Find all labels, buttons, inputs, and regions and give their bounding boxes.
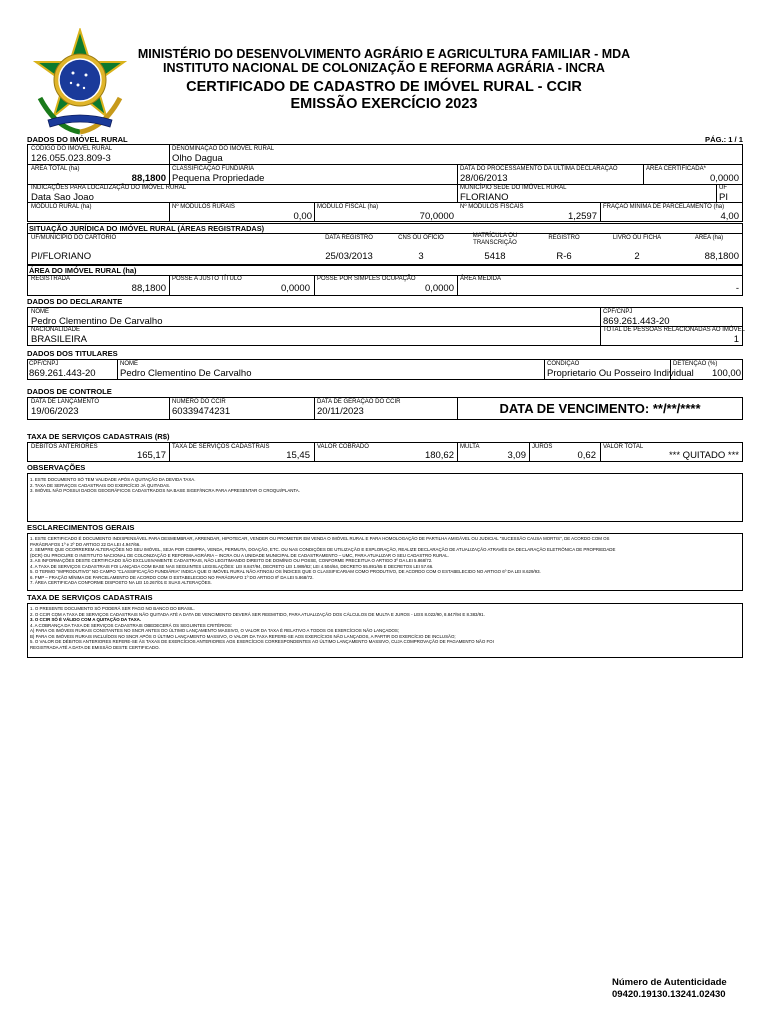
esclarecimento-line: 7. ÁREA CERTIFICADA CONFORME DISPOSTO NA LEI 10.267/01 E SUAS ALTERAÇÕES. <box>30 580 212 585</box>
area-imovel-title: ÁREA DO IMÓVEL RURAL (ha) <box>29 266 137 275</box>
section-title-esclarecimentos: ESCLARECIMENTOS GERAIS <box>27 523 135 532</box>
taxa-servicos-label: TAXA DE SERVIÇOS CADASTRAIS <box>172 444 270 450</box>
total-pessoas-label: TOTAL DE PESSOAS RELACIONADAS AO IMÓVEL <box>603 327 745 333</box>
esclarecimento-line: 5. O TERMO "IMPRODUTIVO" NO CAMPO "CLASSIFICAÇÃO FUNDIÁRIA" INDICA QUE O IMÓVEL RURAL NÃO ATINGIU OS ÍNDICES QUE O CLASSIFICARIAM COMO PRODUTIVO, DE ACORDO COM O ESTABELECIDO NO ARTIGO 6º DA LEI 8.629/93. <box>30 569 541 574</box>
multa-label: MULTA <box>460 444 480 450</box>
posse-justo-titulo-label: POSSE A JUSTO TÍTULO <box>172 276 242 282</box>
section-title-taxa-info: TAXA DE SERVIÇOS CADASTRAIS <box>27 593 153 602</box>
area-imovel-box <box>27 265 743 296</box>
autenticidade-value: 09420.19130.13241.02430 <box>612 989 726 1000</box>
data-processamento-label: DATA DO PROCESSAMENTO DA ÚLTIMA DECLARAÇÃO <box>460 166 618 172</box>
uf-label: UF <box>719 185 727 191</box>
data-lancamento-value: 19/06/2023 <box>31 406 79 417</box>
situacao-matricula-value: 5418 <box>484 251 506 262</box>
situacao-area-value: 88,1800 <box>704 251 739 262</box>
emission-year-title: EMISSÃO EXERCÍCIO 2023 <box>290 96 478 112</box>
area-certificada-label: ÁREA CERTIFICADA* <box>646 166 706 172</box>
situacao-col-registro: REGISTRO <box>548 235 580 241</box>
institute-title: INSTITUTO NACIONAL DE COLONIZAÇÃO E REFORMA AGRÁRIA - INCRA <box>163 61 605 75</box>
observacao-line: 2. TAXA DE SERVIÇOS CADASTRAIS DO EXERCÍCIO JÁ QUITADAS. <box>30 482 171 488</box>
modulo-fiscal-value: 70,0000 <box>419 211 454 222</box>
titular-condicao-label: CONDIÇÃO <box>547 361 580 367</box>
section-title-taxa: TAXA DE SERVIÇOS CADASTRAIS (R$) <box>27 432 170 441</box>
section-title-titulares: DADOS DOS TITULARES <box>27 349 118 358</box>
situacao-col-cartorio: UF/MUNICÍPIO DO CARTÓRIO <box>31 235 117 241</box>
taxa-info-line: 3. O CCIR SÓ É VÁLIDO COM A QUITAÇÃO DA TAXA. <box>30 617 142 622</box>
classificacao-value: Pequena Propriedade <box>172 173 265 184</box>
area-total-value: 88,1800 <box>131 173 166 184</box>
esclarecimento-line: 3. AS INFORMAÇÕES DESTE CERTIFICADO SÃO EXCLUSIVAMENTE CADASTRAIS, NÃO LEGITIMANDO DIREITO DE DOMÍNIO OU POSSE, CONFORME PRECEITUA O ARTIGO 3º DA LEI 5.868/72. <box>30 558 433 563</box>
registrada-value: 88,1800 <box>131 283 166 294</box>
situacao-col-cns: CNS OU OFÍCIO <box>398 235 444 241</box>
data-lancamento-label: DATA DE LANÇAMENTO <box>31 399 100 405</box>
situacao-col-area: ÁREA (ha) <box>694 235 724 241</box>
num-modulos-fiscais-value: 1,2597 <box>567 211 597 222</box>
esclarecimento-line: PARÁGRAFOS 1º e 2º DO ARTIGO 22 DA LEI 4.947/66. <box>30 541 141 547</box>
posse-simples-label: POSSE POR SIMPLES OCUPAÇÃO <box>317 276 416 282</box>
declarante-nome-label: NOME <box>31 309 49 315</box>
nacionalidade-label: NACIONALIDADE <box>31 327 81 333</box>
situacao-data-registro-value: 25/03/2013 <box>325 251 373 262</box>
esclarecimento-line: 1. ESTE CERTIFICADO É DOCUMENTO INDISPENSÁVEL PARA DESMEMBRAR, ARRENDAR, HIPOTECAR, VENDER OU PROMETER EM VENDA O IMÓVEL RURAL E PARA HOMOLOGAÇÃO DE PARTILHA AMIGÁVEL OU JUDICIAL "SUCESSÃO CAUSA MORTIS", DE ACORDO COM OS <box>30 536 610 541</box>
fracao-minima-value: 4,00 <box>720 211 739 222</box>
codigo-value: 126.055.023.809-3 <box>31 153 111 164</box>
posse-simples-value: 0,0000 <box>424 283 454 294</box>
total-pessoas-value: 1 <box>733 334 739 345</box>
data-processamento-value: 28/06/2013 <box>460 173 508 184</box>
indicacoes-label: INDICAÇÕES PARA LOCALIZAÇÃO DO IMÓVEL RURAL <box>31 185 187 191</box>
taxa-info-line: B) PARA OS IMÓVEIS RURAIS INCLUÍDOS NO SNCR APÓS O ÚLTIMO LANÇAMENTO MASSIVO, O VALOR DA TAXA REFERE-SE AOS EXERCÍCIOS NÃO LANÇADOS, A PARTIR DO EXERCÍCIO DE INCLUSÃO; <box>30 633 456 639</box>
declarante-box <box>27 307 743 346</box>
taxa-info-line: 2. O CCIR COM A TAXA DE SERVIÇOS CADASTRAIS NÃO QUITADA ATÉ A DATA DE VENCIMENTO DEVERÁ SER REEMITIDO, PARA ATUALIZAÇÃO DOS CÁLCULOS DE MULTA E JUROS - LEIS 8.022/90, 8.847/94 E 8.383/91. <box>30 611 485 617</box>
titular-cpf-value: 869.261.443-20 <box>29 368 96 379</box>
modulo-rural-label: MÓDULO RURAL (ha) <box>31 204 92 210</box>
titular-detencao-label: DETENÇÃO (%) <box>673 361 718 367</box>
data-geracao-label: DATA DE GERAÇÃO DO CCIR <box>317 399 401 405</box>
valor-total-label: VALOR TOTAL <box>603 444 644 450</box>
imovel-box <box>27 144 743 222</box>
titular-nome-value: Pedro Clementino De Carvalho <box>120 368 252 379</box>
titular-condicao-value: Proprietario Ou Posseiro Individual <box>547 368 694 379</box>
taxa-info-line: REGISTRADA ATÉ A DATA DE EMISSÃO DESTE CERTIFICADO. <box>30 644 160 650</box>
valor-cobrado-label: VALOR COBRADO <box>317 444 369 450</box>
ministry-title: MINISTÉRIO DO DESENVOLVIMENTO AGRÁRIO E AGRICULTURA FAMILIAR - MDA <box>137 47 631 61</box>
denominacao-label: DENOMINAÇÃO DO IMÓVEL RURAL <box>172 146 275 152</box>
modulo-fiscal-label: MÓDULO FISCAL (ha) <box>317 204 379 210</box>
titular-nome-label: NOME <box>120 361 138 367</box>
page-number: PÁG.: 1 / 1 <box>705 135 743 144</box>
codigo-label: CÓDIGO DO IMÓVEL RURAL <box>31 146 113 152</box>
observacao-line: 3. IMÓVEL NÃO POSSUI DADOS GEOGRÁFICOS CADASTRADOS NA BASE SIGEF/INCRA PARA APRESENTAR O CROQUI/PLANTA. <box>30 488 300 493</box>
debitos-anteriores-label: DÉBITOS ANTERIORES <box>31 444 98 450</box>
declarante-cpf-label: CPF/CNPJ <box>603 309 633 315</box>
autenticidade-label: Número de Autenticidade <box>612 977 727 988</box>
posse-justo-titulo-value: 0,0000 <box>280 283 310 294</box>
situacao-registro-value: R-6 <box>556 251 572 262</box>
area-medida-label: ÁREA MEDIDA <box>460 276 502 282</box>
section-title-observacoes: OBSERVAÇÕES <box>27 463 86 472</box>
titular-detencao-value: 100,00 <box>711 368 741 379</box>
valor-total-value: *** QUITADO *** <box>668 450 739 461</box>
situacao-livro-value: 2 <box>634 251 640 262</box>
taxa-servicos-value: 15,45 <box>286 450 310 461</box>
esclarecimento-line: 2. SEMPRE QUE OCORREREM ALTERAÇÕES NO SEU IMÓVEL, SEJA POR COMPRA, VENDA, PERMUTA, DOAÇÃO, ETC. OU NAS CONDIÇÕES DE UTILIZAÇÃO E EXPLORAÇÃO, REALIZE DECLARAÇÃO DE ATUALIZAÇÃO ATRAVÉS DA DECLARAÇÃO ELETRÔNICA DE PROPRIEDADE <box>30 547 616 552</box>
taxa-box <box>27 442 743 462</box>
taxa-info-line: 1. O PRESENTE DOCUMENTO SÓ PODERÁ SER PAGO NO BANCO DO BRASIL. <box>30 606 195 611</box>
declarante-nome-value: Pedro Clementino De Carvalho <box>31 316 163 327</box>
multa-value: 3,09 <box>507 450 526 461</box>
data-geracao-value: 20/11/2023 <box>317 406 364 417</box>
num-modulos-fiscais-label: Nº MÓDULOS FISCAIS <box>460 204 524 210</box>
juros-label: JUROS <box>532 444 553 450</box>
titular-cpf-label: CPF/CNPJ <box>29 361 59 367</box>
section-title-declarante: DADOS DO DECLARANTE <box>27 297 123 306</box>
declarante-cpf-value: 869.261.443-20 <box>603 316 670 327</box>
municipio-value: FLORIANO <box>460 192 509 203</box>
situacao-col-livro: LIVRO OU FICHA <box>612 235 662 241</box>
nacionalidade-value: BRASILEIRA <box>31 334 87 345</box>
data-vencimento: DATA DE VENCIMENTO: **/**/**** <box>499 401 701 416</box>
observacoes-box <box>27 473 743 522</box>
area-certificada-value: 0,0000 <box>709 173 739 184</box>
controle-box <box>27 397 743 420</box>
taxa-info-line: A) PARA OS IMÓVEIS RURAIS CONSTANTES NO SNCR ANTES DO ÚLTIMO LANÇAMENTO MASSIVO, O VALOR DA TAXA É RELATIVO A TODOS OS EXERCÍCIOS NÃO LANÇADOS; <box>30 628 400 633</box>
num-modulos-rurais-value: 0,00 <box>293 211 312 222</box>
indicacoes-value: Data Sao Joao <box>31 192 94 203</box>
taxa-info-box <box>27 603 743 658</box>
numero-ccir-label: NÚMERO DO CCIR <box>172 399 226 405</box>
taxa-info-line: 5. O VALOR DE DÉBITOS ANTERIORES REFERE-SE ÀS TAXAS DE EXERCÍCIOS ANTERIORES AOS EXERCÍCIOS CORRESPONDENTES AO ÚLTIMO LANÇAMENTO MASSIVO, CUJA COMPROVAÇÃO DE PAGAMENTO NÃO FOI <box>30 639 494 644</box>
situacao-juridica-box <box>27 223 743 265</box>
num-modulos-rurais-label: Nº MÓDULOS RURAIS <box>172 204 235 210</box>
registrada-label: REGISTRADA <box>31 276 71 282</box>
area-medida-value: - <box>735 283 739 294</box>
situacao-cartorio-value: PI/FLORIANO <box>31 251 92 262</box>
situacao-cns-value: 3 <box>418 251 424 262</box>
esclarecimento-line: 4. A TAXA DE SERVIÇOS CADASTRAIS FOI LANÇADA COM BASE NAS SEGUINTES LEGISLAÇÕES: LEI 8.847/94, DECRETO LEI 1.989/82; LEI 4.504/64, DECRETO 55.891/65 E DECRETOS LEI 57.66. <box>30 563 434 569</box>
situacao-title: SITUAÇÃO JURÍDICA DO IMÓVEL RURAL (ÁREAS REGISTRADAS) <box>29 224 265 233</box>
valor-cobrado-value: 180,62 <box>424 450 454 461</box>
certificate-title: CERTIFICADO DE CADASTRO DE IMÓVEL RURAL - CCIR <box>186 79 582 95</box>
esclarecimentos-box <box>27 533 743 591</box>
classificacao-label: CLASSIFICAÇÃO FUNDIÁRIA <box>172 166 255 172</box>
titulares-box <box>27 359 743 380</box>
section-title-imovel: DADOS DO IMÓVEL RURAL <box>27 135 128 144</box>
esclarecimento-line: 6. FMP – FRAÇÃO MÍNIMA DE PARCELAMENTO DE ACORDO COM O ESTABELECIDO NO PARÁGRAFO 1º DO ARTIGO 8º DA LEI 5.868/72. <box>30 574 314 580</box>
numero-ccir-value: 60339474231 <box>172 406 231 417</box>
situacao-col-data-registro: DATA REGISTRO <box>325 235 373 241</box>
debitos-anteriores-value: 165,17 <box>136 450 166 461</box>
taxa-info-line: 4. A COBRANÇA DA TAXA DE SERVIÇOS CADASTRAIS OBEDECERÁ OS SEGUINTES CRITÉRIOS: <box>30 622 233 628</box>
juros-value: 0,62 <box>577 450 596 461</box>
section-title-controle: DADOS DE CONTROLE <box>27 387 112 396</box>
denominacao-value: Olho Dagua <box>172 153 223 164</box>
area-total-label: ÁREA TOTAL (ha) <box>31 166 80 172</box>
esclarecimento-line: (DCR) OU PROCURE O INSTITUTO NACIONAL DE COLONIZAÇÃO E REFORMA AGRÁRIA – INCRA OU A UNIDADE MUNICIPAL DE CADASTRAMENTO – UMC, PARA ATUALIZAR O SEU CADASTRO RURAL. <box>30 552 449 558</box>
fracao-minima-label: FRAÇÃO MÍNIMA DE PARCELAMENTO (ha) <box>603 204 725 210</box>
municipio-label: MUNICÍPIO SEDE DO IMÓVEL RURAL <box>460 185 567 191</box>
uf-value: PI <box>719 192 728 203</box>
situacao-col-matricula: MATRÍCULA OU TRANSCRIÇÃO <box>472 233 518 246</box>
observacao-line: 1. ESTE DOCUMENTO SÓ TEM VALIDADE APÓS A QUITAÇÃO DA DEVIDA TAXA. <box>30 477 196 482</box>
